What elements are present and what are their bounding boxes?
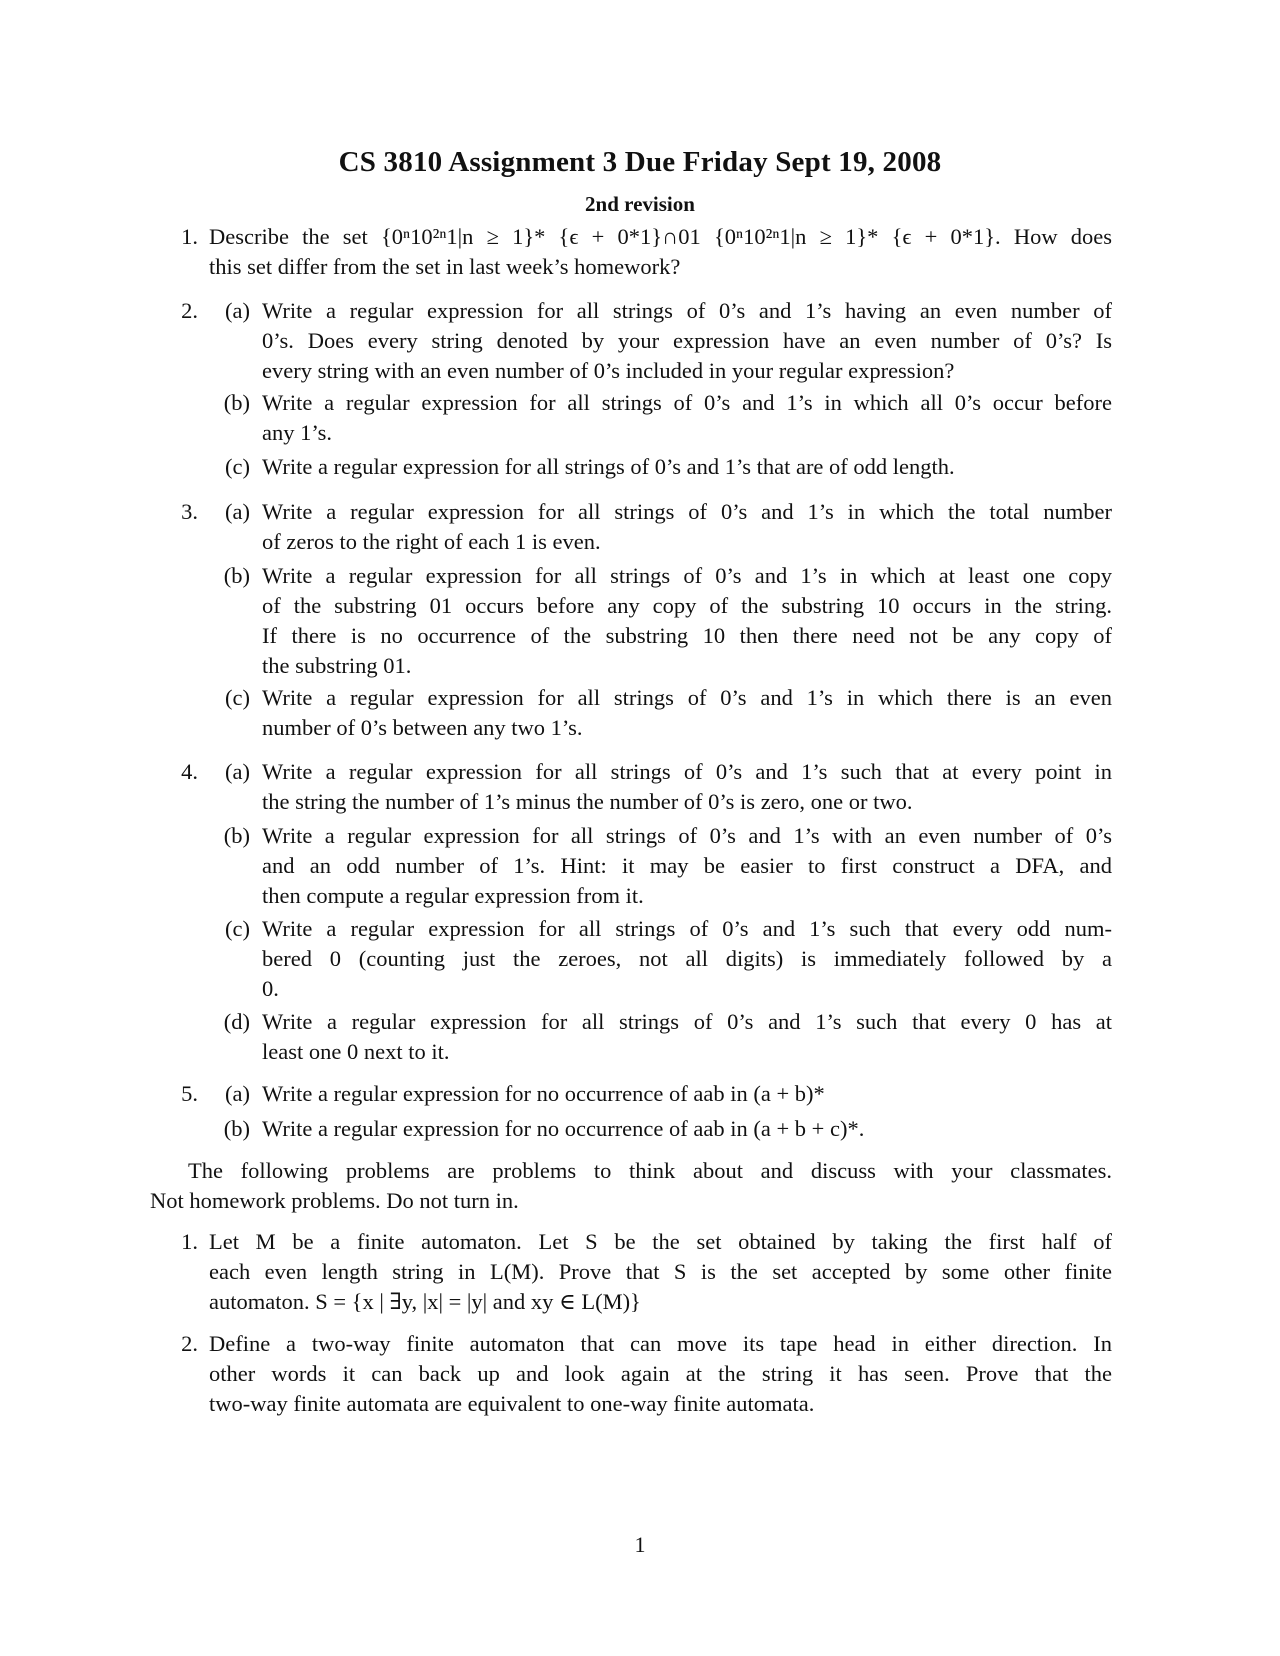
- text-line: two-way finite automata are equivalent to one-way finite automata.: [209, 1391, 815, 1416]
- text-line: the substring 01.: [262, 653, 412, 678]
- part-text: [262, 1114, 1112, 1144]
- part-label: (a): [225, 298, 250, 323]
- text-line: automaton. S = {x | ∃y, |x| = |y| and xy ∈ L(M)}: [209, 1289, 641, 1314]
- text-line: Write a regular expression for all strings of 0’s and 1’s such that at every point in: [262, 759, 1112, 784]
- part-text: [262, 497, 1112, 557]
- text-line: every string with an even number of 0’s included in your regular expression?: [262, 358, 955, 383]
- part-text: [262, 1079, 1112, 1109]
- text-line: and an odd number of 1’s. Hint: it may be easier to first construct a DFA, and: [262, 853, 1112, 878]
- part-text: [262, 388, 1112, 448]
- text-line: Write a regular expression for all strings of 0’s and 1’s that are of odd length.: [262, 454, 955, 479]
- text-line: 0.: [262, 976, 279, 1001]
- part-text: [262, 914, 1112, 1004]
- part-label: (c): [225, 916, 250, 941]
- part-label: (a): [225, 499, 250, 524]
- part-label: (c): [225, 454, 250, 479]
- page-title: CS 3810 Assignment 3 Due Friday Sept 19, 2008: [338, 146, 942, 178]
- item-text: [209, 1329, 1112, 1419]
- text-line: Write a regular expression for all strings of 0’s and 1’s in which there is an even: [262, 685, 1112, 710]
- part-text: [262, 757, 1112, 817]
- part-label: (b): [223, 823, 250, 848]
- text-line: Write a regular expression for all strings of 0’s and 1’s having an even number of: [262, 298, 1112, 323]
- text-line: bered 0 (counting just the zeroes, not all digits) is immediately followed by a: [262, 946, 1112, 971]
- part-label: (a): [225, 759, 250, 784]
- part-text: [262, 1007, 1112, 1067]
- text-line: Define a two-way finite automaton that can move its tape head in either direction. In: [209, 1331, 1112, 1356]
- part-text: [262, 683, 1112, 743]
- text-line: the string the number of 1’s minus the number of 0’s is zero, one or two.: [262, 789, 913, 814]
- text-line: Write a regular expression for all strings of 0’s and 1’s such that every odd num-: [262, 916, 1112, 941]
- part-label: (b): [223, 390, 250, 415]
- part-text: [262, 821, 1112, 911]
- part-text: [262, 561, 1112, 681]
- text-line: Write a regular expression for all strings of 0’s and 1’s in which the total number: [262, 499, 1112, 524]
- text-line: Write a regular expression for no occurrence of aab in (a + b)*: [262, 1081, 825, 1106]
- text-line: number of 0’s between any two 1’s.: [262, 715, 583, 740]
- text-line: Write a regular expression for all strings of 0’s and 1’s in which at least one copy: [262, 563, 1112, 588]
- problem-number: 3.: [181, 499, 198, 524]
- text-line: If there is no occurrence of the substring 10 then there need not be any copy of: [262, 623, 1112, 648]
- text-line: Write a regular expression for all strings of 0’s and 1’s with an even number of 0’s: [262, 823, 1112, 848]
- page-number: 1: [634, 1532, 646, 1557]
- text-line: of the substring 01 occurs before any copy of the substring 10 occurs in the string.: [262, 593, 1112, 618]
- item-text: [209, 1227, 1112, 1317]
- text-line: this set differ from the set in last week’s homework?: [209, 254, 681, 279]
- part-label: (d): [223, 1009, 250, 1034]
- problem-text: [209, 222, 1112, 282]
- text-line: of zeros to the right of each 1 is even.: [262, 529, 601, 554]
- item-number: 1.: [181, 1229, 198, 1254]
- text-line: each even length string in L(M). Prove that S is the set accepted by some other finite: [209, 1259, 1112, 1284]
- text-line: Let M be a finite automaton. Let S be the set obtained by taking the first half of: [209, 1229, 1112, 1254]
- text-line: Describe the set {0ⁿ10²ⁿ1|n ≥ 1}* {ϵ + 0*1}∩01 {0ⁿ10²ⁿ1|n ≥ 1}* {ϵ + 0*1}. How does: [209, 224, 1112, 249]
- text-line: least one 0 next to it.: [262, 1039, 450, 1064]
- text-line: then compute a regular expression from it.: [262, 883, 644, 908]
- item-number: 2.: [181, 1331, 198, 1356]
- text-line: other words it can back up and look again at the string it has seen. Prove that the: [209, 1361, 1112, 1386]
- text-line: 0’s. Does every string denoted by your expression have an even number of 0’s? Is: [262, 328, 1112, 353]
- problem-number: 1.: [181, 224, 198, 249]
- problem-number: 2.: [181, 298, 198, 323]
- part-text: [262, 296, 1112, 386]
- text-line: Write a regular expression for all strings of 0’s and 1’s such that every 0 has at: [262, 1009, 1112, 1034]
- discussion-paragraph: [150, 1156, 1112, 1216]
- part-label: (c): [225, 685, 250, 710]
- problem-number: 5.: [181, 1081, 198, 1106]
- part-label: (b): [223, 1116, 250, 1141]
- text-line: Write a regular expression for no occurrence of aab in (a + b + c)*.: [262, 1116, 865, 1141]
- part-label: (b): [223, 563, 250, 588]
- revision-subtitle: 2nd revision: [585, 192, 695, 216]
- part-label: (a): [225, 1081, 250, 1106]
- text-line: The following problems are problems to think about and discuss with your classmates.: [188, 1158, 1112, 1183]
- part-text: [262, 452, 1112, 482]
- problem-number: 4.: [181, 759, 198, 784]
- text-line: Not homework problems. Do not turn in.: [150, 1188, 519, 1213]
- text-line: Write a regular expression for all strings of 0’s and 1’s in which all 0’s occur before: [262, 390, 1112, 415]
- text-line: any 1’s.: [262, 420, 332, 445]
